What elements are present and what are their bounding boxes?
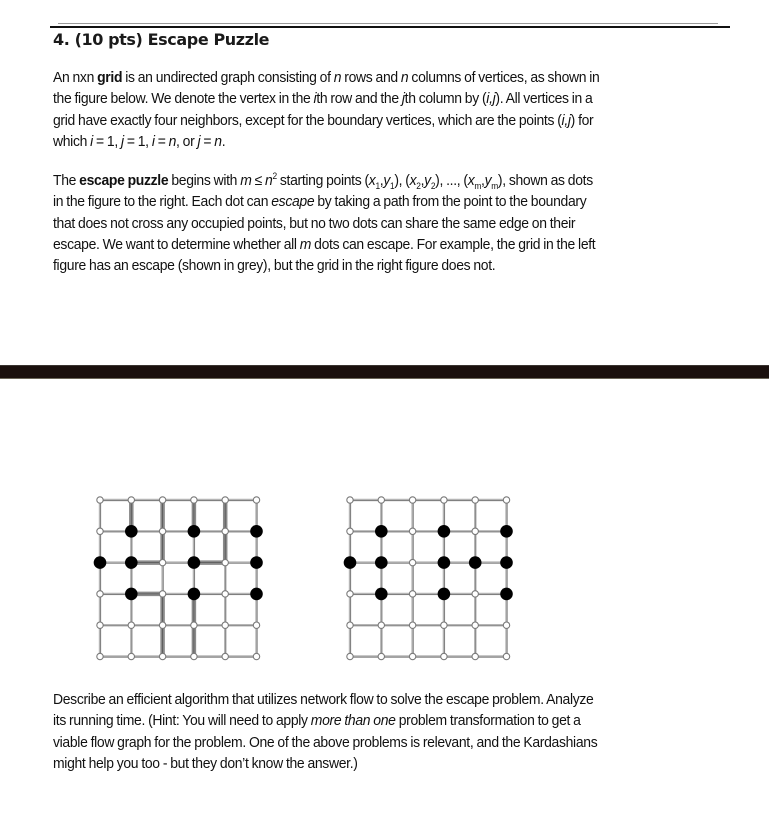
text-line: the figure below. We denote the vertex in the ith row and the jth column by (i,j). All vertices in a xyxy=(53,90,593,108)
grid-vertex xyxy=(191,497,197,503)
grid-vertex xyxy=(159,497,165,503)
grid-vertex xyxy=(347,653,353,659)
starting-point-dot xyxy=(188,525,201,538)
starting-point-dot xyxy=(500,556,513,569)
left-grid-figure xyxy=(88,488,269,674)
text-line: figure has an escape (shown in grey), but the grid in the right figure does not. xyxy=(53,257,496,275)
starting-point-dot xyxy=(188,588,201,601)
text-line: which i = 1, j = 1, i = n, or j = n. xyxy=(53,132,226,150)
grid-vertex xyxy=(128,497,134,503)
starting-point-dot xyxy=(469,556,482,569)
right-grid-figure xyxy=(338,488,519,674)
text-line: viable flow graph for the problem. One of the above problems is relevant, and the Kardashians xyxy=(53,733,598,751)
grid-vertex xyxy=(409,559,415,565)
grid-vertex xyxy=(159,622,165,628)
text-line: its running time. (Hint: You will need to apply more than one problem transformation to get a xyxy=(53,712,581,730)
text-line: might help you too - but they don’t know the answer.) xyxy=(53,754,358,772)
grid-vertex xyxy=(159,559,165,565)
grid-vertex xyxy=(347,622,353,628)
grid-vertex xyxy=(159,528,165,534)
text-line: Describe an efficient algorithm that utilizes network flow to solve the escape problem. Analyze xyxy=(53,691,594,708)
grid-vertex xyxy=(97,591,103,597)
grid-vertex xyxy=(472,497,478,503)
starting-point-dot xyxy=(438,525,451,538)
top-rule-thick xyxy=(50,26,730,28)
text-line: The escape puzzle begins with $m \le n^2$ starting points $(x_1,y_1)$, $(x_2,y_2)$, ..., $(x_m,y_m)$, shown as dots xyxy=(53,171,593,191)
grid-vertex xyxy=(222,591,228,597)
problem-title: 4. (10 pts) Escape Puzzle xyxy=(53,30,270,49)
starting-point-dot xyxy=(125,525,138,538)
grid-vertex xyxy=(409,528,415,534)
grid-vertex xyxy=(191,653,197,659)
starting-point-dot xyxy=(438,556,451,569)
starting-point-dot xyxy=(94,556,107,569)
starting-point-dot xyxy=(438,588,451,601)
top-rule-thin xyxy=(58,23,718,24)
grid-vertex xyxy=(503,497,509,503)
grid-vertex xyxy=(347,497,353,503)
grid-vertex xyxy=(347,528,353,534)
grid-vertex xyxy=(222,559,228,565)
starting-point-dot xyxy=(188,556,201,569)
grid-vertex xyxy=(128,622,134,628)
grid-vertex xyxy=(472,591,478,597)
grid-vertex xyxy=(441,653,447,659)
grid-vertex xyxy=(378,622,384,628)
grid-vertex xyxy=(159,653,165,659)
starting-point-dot xyxy=(125,556,138,569)
grid-vertex xyxy=(409,653,415,659)
grid-vertex xyxy=(472,528,478,534)
starting-point-dot xyxy=(344,556,357,569)
grid-vertex xyxy=(503,653,509,659)
grid-graph xyxy=(338,488,519,669)
grid-vertex xyxy=(409,497,415,503)
starting-point-dot xyxy=(500,588,513,601)
grid-vertex xyxy=(97,528,103,534)
grid-vertex xyxy=(159,591,165,597)
grid-vertex xyxy=(441,622,447,628)
grid-vertex xyxy=(97,622,103,628)
grid-vertex xyxy=(97,653,103,659)
text-line: that does not cross any occupied points, but no two dots can share the same edge on their xyxy=(53,214,576,232)
grid-vertex xyxy=(253,653,259,659)
grid-vertex xyxy=(253,497,259,503)
grid-definition-paragraph xyxy=(53,67,704,152)
starting-point-dot xyxy=(500,525,513,538)
question-paragraph xyxy=(53,689,704,774)
grid-vertex xyxy=(253,622,259,628)
grid-vertex xyxy=(128,653,134,659)
starting-point-dot xyxy=(250,525,263,538)
grid-graph xyxy=(88,488,269,669)
grid-vertex xyxy=(503,622,509,628)
starting-point-dot xyxy=(250,556,263,569)
starting-point-dot xyxy=(375,556,388,569)
starting-point-dot xyxy=(250,588,263,601)
text-line: An nxn grid is an undirected graph consisting of n rows and n columns of vertices, as shown in xyxy=(53,69,600,86)
grid-vertex xyxy=(222,653,228,659)
grid-vertex xyxy=(222,497,228,503)
grid-vertex xyxy=(378,497,384,503)
starting-point-dot xyxy=(375,588,388,601)
grid-vertex xyxy=(97,497,103,503)
text-line: in the figure to the right. Each dot can escape by taking a path from the point to the boundary xyxy=(53,193,587,211)
text-line: grid have exactly four neighbors, except for the boundary vertices, which are the points (i,j) for xyxy=(53,111,594,129)
grid-vertex xyxy=(222,622,228,628)
grid-vertex xyxy=(441,497,447,503)
grid-vertex xyxy=(378,653,384,659)
text-line: escape. We want to determine whether all m dots can escape. For example, the grid in the left xyxy=(53,235,596,253)
starting-point-dot xyxy=(375,525,388,538)
escape-puzzle-paragraph xyxy=(53,170,704,276)
grid-vertex xyxy=(472,653,478,659)
grid-vertex xyxy=(222,528,228,534)
grid-vertex xyxy=(472,622,478,628)
grid-vertex xyxy=(409,591,415,597)
grid-vertex xyxy=(409,622,415,628)
grid-vertex xyxy=(347,591,353,597)
page-divider-band xyxy=(0,365,769,379)
starting-point-dot xyxy=(125,588,138,601)
grid-vertex xyxy=(191,622,197,628)
